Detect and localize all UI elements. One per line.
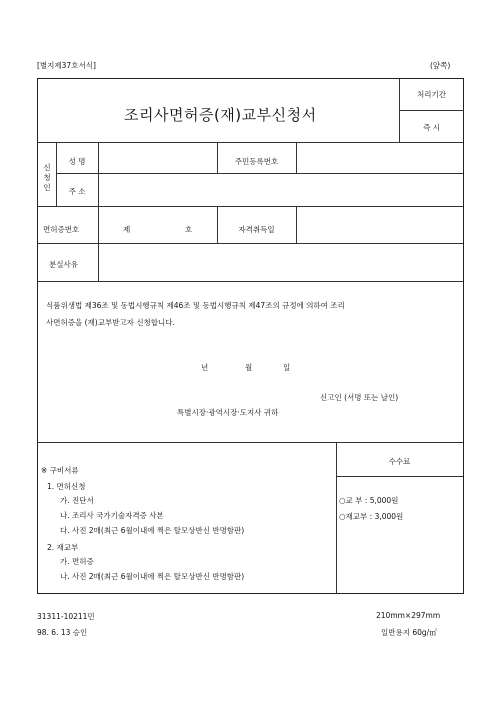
- applicant-signature-label: 신고인 (서명 또는 날인): [320, 393, 399, 402]
- license-number-label: 면허증번호: [43, 225, 80, 234]
- paper-size: 210mm×297mm: [376, 611, 441, 620]
- paper-type: 일반용지 60g/㎡: [381, 628, 437, 637]
- processing-period-label: 처리기간: [417, 90, 446, 99]
- date-day-label: 일: [283, 363, 291, 372]
- name-label: 성 명: [68, 157, 86, 166]
- applicant-label-char: 인: [43, 183, 51, 192]
- form-number: [별지제37호서식]: [37, 61, 96, 70]
- divider: [38, 142, 463, 143]
- approval-date: 98. 6. 13 승인: [37, 628, 88, 637]
- divider: [38, 243, 463, 244]
- divider: [56, 173, 463, 174]
- fee-reissue: ○재교부 : 3,000원: [339, 512, 404, 521]
- applicant-label-char: 청: [43, 173, 51, 182]
- resident-number-label: 주민등록번호: [234, 157, 279, 166]
- document-item: 가. 진단서: [60, 496, 94, 505]
- document-item: 나. 사진 2매(최근 6월이내에 찍은 탈모상반신 반명함판): [60, 572, 245, 581]
- divider: [38, 281, 463, 282]
- loss-reason-field[interactable]: [99, 246, 461, 279]
- document-item: 가. 면허증: [60, 557, 94, 566]
- qualification-date-label: 자격취득일: [238, 225, 275, 234]
- processing-period-value: 즉 시: [423, 123, 440, 132]
- document-item: 나. 조리사 국가기술자격증 사본: [60, 511, 164, 520]
- date-month-label: 월: [245, 363, 253, 372]
- applicant-label: [40, 163, 54, 193]
- fee-label: 수수료: [388, 457, 411, 466]
- divider: [399, 110, 464, 111]
- page-side-label: (앞쪽): [430, 61, 451, 70]
- documents-title: ※ 구비서류: [41, 466, 79, 475]
- resident-number-field[interactable]: [297, 144, 461, 172]
- document-item: 다. 사진 2매(최근 6월이내에 찍은 탈모상반신 반명함판): [60, 526, 245, 535]
- name-field[interactable]: [99, 144, 216, 172]
- form-title: 조리사면허증(재)교부신청서: [124, 106, 317, 124]
- qualification-date-field[interactable]: [297, 209, 461, 241]
- divider: [38, 442, 463, 443]
- addressee: 특별시장·광역시장·도지사 귀하: [177, 408, 279, 417]
- application-form: [37, 78, 464, 594]
- statement-line-1: 식품위생법 제36조 및 동법시행규칙 제46조 및 동법시행규칙 제47조의 규정에 의하여 조리: [46, 301, 345, 310]
- fee-issue: ○교 부 : 5,000원: [339, 496, 399, 505]
- document-item: 2. 재교부: [47, 543, 79, 552]
- license-number-prefix: 제: [123, 225, 131, 234]
- form-code: 31311-10211민: [37, 612, 95, 621]
- document-item: 1. 면허신청: [47, 482, 86, 491]
- statement-line-2: 사면허증을 (재)교부받고자 신청합니다.: [46, 318, 175, 327]
- date-year-label: 년: [201, 363, 209, 372]
- loss-reason-label: 분실사유: [49, 260, 78, 269]
- license-number-suffix: 호: [185, 225, 193, 234]
- address-label: 주 소: [68, 187, 86, 196]
- divider: [336, 476, 463, 477]
- applicant-label-char: 신: [43, 163, 51, 172]
- address-field[interactable]: [99, 175, 461, 204]
- divider: [98, 206, 99, 243]
- divider: [38, 206, 463, 207]
